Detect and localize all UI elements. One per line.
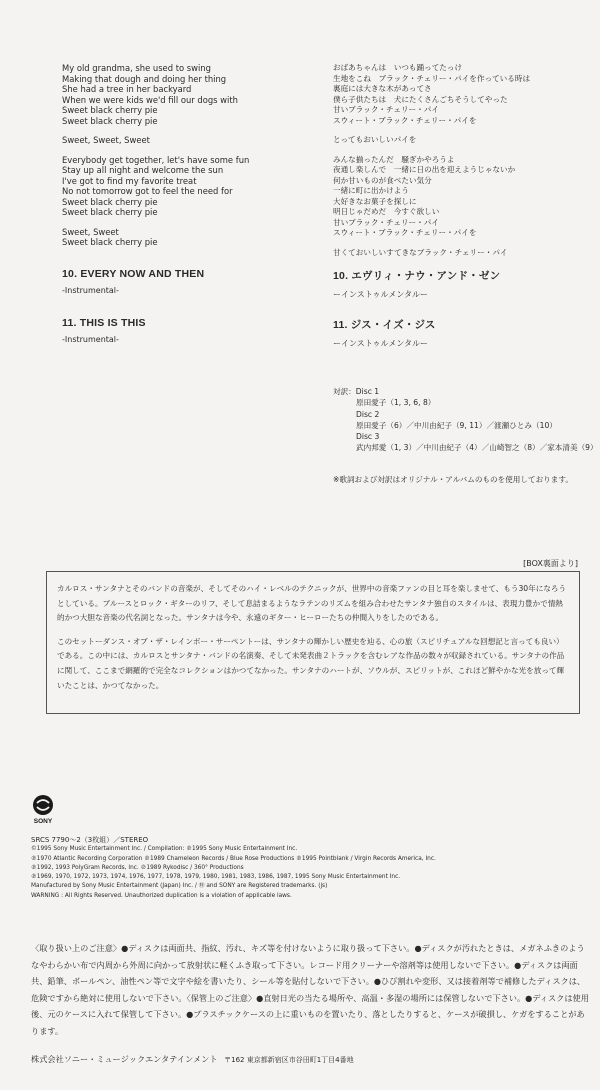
box-paragraph: このセットーダンス・オブ・ザ・レインボー・サーペントーは、サンタナの輝かしい歴史を辿る、心の旅（スピリチュアルな回想記と言っても良い）である。この中には、カルロスとサンタナ・バンドの名演奏、そして未発表曲２トラックを含むレアな作品の数々が収録されている。サンタナの作品に関して、ここまで網羅的で完全なコレクションはかつてなかった。サンタナのハートが、ソウルが、スピリットが、これほど鮮やかな光を放って輝いたことは、かつてなかった。	[57, 636, 565, 690]
lyric-line: 甘いブラック・チェリー・パイ	[333, 105, 439, 114]
lyrics-japanese	[333, 63, 530, 267]
credit-line: 武内邦愛（1, 3）／中川由紀子（4）／山崎智之（8）／家本清美（9）	[356, 443, 598, 453]
box-label: [BOX裏面より]	[523, 559, 578, 568]
track-10-jp	[333, 268, 500, 300]
lyric-line: Stay up all night and welcome the sun	[62, 165, 224, 175]
lyrics-stanza	[333, 63, 530, 126]
legal-line: ©1995 Sony Music Entertainment Inc. / Compilation: ℗1995 Sony Music Entertainment Inc.	[31, 846, 298, 853]
legal-line: WARNING : All Rights Reserved. Unauthorized duplication is a violation of applicable laws.	[31, 892, 292, 899]
legal-line: ℗1969, 1970, 1972, 1973, 1974, 1976, 1977, 1978, 1979, 1980, 1981, 1983, 1986, 1987, 1995 Sony Music Entertainment Inc.	[31, 874, 401, 881]
lyric-line: I've got to find my favorite treat	[62, 175, 197, 186]
translation-credits	[333, 386, 598, 454]
lyrics-stanza	[62, 63, 249, 126]
legal-line: Manufactured by Sony Music Entertainment (Japan) Inc. / ㊕ and SONY are Registered trademarks. (js)	[31, 883, 328, 890]
company-address: 〒162 東京都新宿区市谷田町1丁目4番地	[224, 1056, 354, 1064]
lyric-line: Sweet black cherry pie	[62, 115, 158, 126]
catalog-number: SRCS 7790〜2（3枚組）／STEREO	[31, 836, 149, 844]
company-name: 株式会社ソニー・ミュージックエンタテインメント	[31, 1054, 218, 1064]
lyrics-english	[62, 63, 249, 257]
track-subtitle: -Instrumental-	[62, 335, 119, 344]
lyric-line: No not tomorrow got to feel the need for	[62, 186, 233, 196]
lyric-line: She had a tree in her backyard	[62, 84, 192, 94]
lyric-line: 大好きなお菓子を探しに	[333, 196, 417, 206]
credit-line: Disc 2	[356, 409, 380, 419]
box-text-panel	[46, 571, 580, 714]
lyric-line: Sweet black cherry pie	[62, 237, 158, 247]
sony-music-logo	[31, 794, 55, 824]
credits-heading: 対訳：Disc 1	[333, 387, 380, 396]
credit-line: Disc 3	[356, 432, 380, 442]
track-subtitle: ーインストゥルメンタルー	[333, 290, 428, 299]
track-10-en	[62, 268, 204, 295]
legal-line: ℗1970 Atlantic Recording Corporation ℗1989 Chameleon Records / Blue Rose Productions ℗1995 Pointblank / Virgin Records America, Inc.	[31, 855, 436, 862]
lyric-line: スウィート・ブラック・チェリー・パイを	[333, 228, 477, 237]
lyric-line: Sweet black cherry pie	[62, 105, 158, 115]
lyric-line: 一緒に町に出かけよう	[333, 186, 409, 195]
lyric-line: みんな揃ったんだ 騒ぎかやろうよ	[333, 154, 455, 164]
lyrics-stanza	[333, 248, 530, 259]
sony-logo-text: SONY	[33, 818, 53, 824]
lyric-line: 生地をこね ブラック・チェリー・パイを作っている時は	[333, 73, 531, 83]
lyric-line: 僕ら子供たちは 犬にたくさんごちそうしてやった	[333, 94, 508, 104]
lyric-line: 明日じゃだめだ 今すぐ欲しい	[333, 207, 440, 216]
lyric-line: 甘いブラック・チェリー・パイ	[333, 217, 439, 227]
lyric-line: Making that dough and doing her thing	[62, 73, 227, 84]
legal-line: ℗1992, 1993 PolyGram Records, Inc. ℗1989 Rykodisc / 360° Productions	[31, 864, 244, 871]
care-notice: 〈取り扱い上のご注意〉●ディスクは両面共、指紋、汚れ、キズ等を付けないように取り扱って下さい。●ディスクが汚れたときは、メガネふきのようなやわらかい布で内周から外周に向かって放射状に軽くふき取って下さい。レコード用クリーナーや溶剤等は使用しないで下さい。●ディスクは両面共、鉛筆、ボールペン、油性ペン等で文字や絵を書いたり、シール等を貼付しないで下さい。●ひび割れや変形、又は接着剤等で補修したディスクは、危険ですから絶対に使用しないで下さい。〈保管上のご注意〉●直射日光の当たる場所や、高温・多湿の場所には保管しないで下さい。●ディスクは使用後、元のケースに入れて保管して下さい。●プラスチックケースの上に重いものを置いたり、落としたりすると、ケースが破損し、ケガをすることがあります。	[31, 943, 589, 1036]
track-title: 10. エヴリィ・ナウ・アンド・ゼン	[333, 270, 501, 282]
credit-line: 原田愛子（6）／中川由紀子（9, 11）／渡瀬ひとみ（10）	[356, 420, 557, 430]
lyric-line: My old grandma, she used to swing	[62, 63, 211, 73]
lyrics-note: ※歌詞および対訳はオリジナル・アルバムのものを使用しております。	[333, 475, 573, 484]
lyrics-stanza	[62, 155, 249, 218]
lyrics-stanza	[333, 135, 530, 146]
track-title: 10. EVERY NOW AND THEN	[62, 268, 205, 280]
lyric-line: 何か甘いものが食べたい気分	[333, 175, 432, 185]
track-11-jp	[333, 317, 436, 349]
lyric-line: Everybody get together, let's have some fun	[62, 154, 250, 165]
track-subtitle: -Instrumental-	[62, 286, 119, 295]
lyric-line: Sweet black cherry pie	[62, 196, 158, 207]
lyric-line: Sweet black cherry pie	[62, 207, 158, 217]
credits-list	[333, 397, 598, 453]
track-title: 11. THIS IS THIS	[62, 317, 146, 329]
company-line	[31, 1054, 354, 1065]
track-11-en	[62, 317, 146, 344]
box-paragraph: カルロス・サンタナとそのバンドの音楽が、そしてそのハイ・レベルのテクニックが、世界中の音楽ファンの目と耳を楽しませて、もう30年になろうとしている。ブルースとロック・ギターのリフ、そして息詰まるようなラテンのリズムを組み合わせたサンタナ独自のスタイルは、表現力豊かで情熱的かつ大胆な音楽の代名詞となった。サンタナは今や、永遠のギター・ヒーローたちの仲間入りをしたのである。	[57, 584, 567, 623]
lyric-line: 裏庭には大きな木があってさ	[333, 84, 432, 93]
lyric-line: When we were kids we'd fill our dogs with	[62, 94, 238, 105]
lyric-line: 夜通し楽しんで 一緒に日の出を迎えようじゃないか	[333, 165, 516, 174]
track-subtitle: ーインストゥルメンタルー	[333, 339, 428, 348]
lyrics-stanza	[62, 227, 249, 248]
lyric-line: おばあちゃんは いつも踊ってたっけ	[333, 63, 463, 72]
lyric-line: 甘くておいしいすてきなブラック・チェリー・パイ	[333, 247, 508, 257]
lyric-line: スウィート・ブラック・チェリー・パイを	[333, 115, 477, 125]
credit-line: 原田愛子（1, 3, 6, 8）	[356, 398, 436, 408]
lyric-line: Sweet, Sweet, Sweet	[62, 135, 150, 145]
track-title: 11. ジス・イズ・ジス	[333, 319, 436, 331]
lyric-line: とってもおいしいパイを	[333, 135, 417, 144]
lyric-line: Sweet, Sweet	[62, 226, 119, 237]
lyrics-stanza	[333, 155, 530, 239]
legal-block	[31, 836, 591, 901]
lyrics-stanza	[62, 135, 249, 146]
